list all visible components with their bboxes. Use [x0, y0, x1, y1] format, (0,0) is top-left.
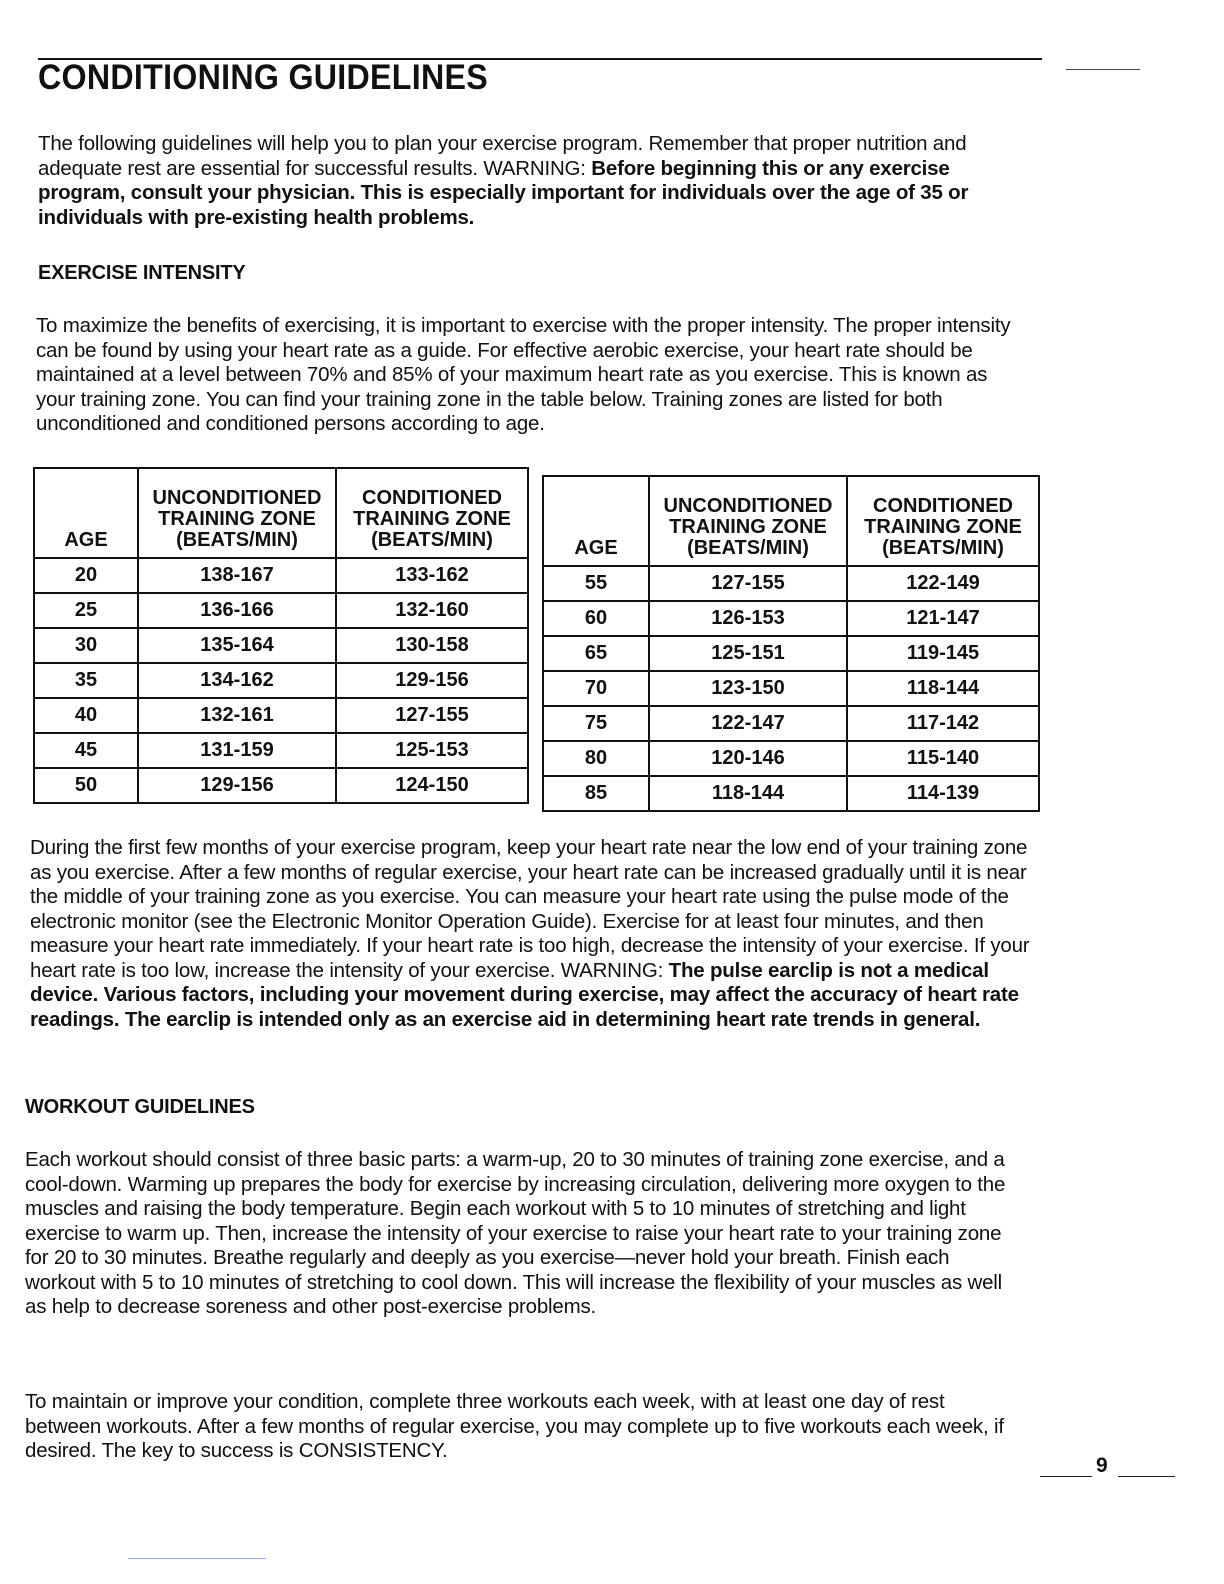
table-row: [34, 593, 528, 628]
age-cell: 80: [543, 741, 649, 776]
training-zone-table-left: [33, 467, 529, 804]
conditioned-zone-cell: 127-155: [336, 698, 528, 733]
unconditioned-zone-cell: 136-166: [138, 593, 336, 628]
table-row: [34, 698, 528, 733]
table-row: [34, 628, 528, 663]
conditioned-zone-cell: 115-140: [847, 741, 1039, 776]
intro-warning-text: Before beginning this or any exercise program, consult your physician. This is especially important for individuals over the age of 35 or individuals with pre-existing health problems.: [38, 156, 969, 229]
unconditioned-zone-cell: 135-164: [138, 628, 336, 663]
conditioned-zone-cell: 132-160: [336, 593, 528, 628]
header-rule-tail: [1066, 69, 1140, 70]
monitoring-paragraph: [30, 836, 1030, 1032]
unconditioned-zone-cell: 125-151: [649, 636, 847, 671]
age-cell: 70: [543, 671, 649, 706]
intro-text: The following guidelines will help you to plan your exercise program. Remember that proper nutrition and adequate rest are essential for successful results. WARNING:: [38, 132, 967, 180]
exercise-intensity-heading: EXERCISE INTENSITY: [38, 262, 246, 284]
page-number-rule-right: [1118, 1476, 1175, 1477]
intro-paragraph: [38, 132, 1028, 230]
page-number-rule-left: [1040, 1476, 1092, 1477]
conditioned-zone-cell: 129-156: [336, 663, 528, 698]
monitoring-text: During the first few months of your exercise program, keep your heart rate near the low end of your training zone as you exercise. After a few months of regular exercise, your heart rate can be increased gradually until it is near the middle of your training zone as you exercise. You can measure your heart rate using the pulse mode of the electronic monitor (see the Electronic Monitor Operation Guide). Exercise for at least four minutes, and then measure your heart rate immediately. If your heart rate is too high, decrease the intensity of your exercise. If your heart rate is too low, increase the intensity of your exercise. WARNING:: [30, 836, 1030, 982]
unconditioned-zone-cell: 129-156: [138, 768, 336, 803]
table-row: [34, 768, 528, 803]
table-row: [543, 636, 1039, 671]
table-row: [34, 663, 528, 698]
training-zone-table-right: [542, 475, 1040, 812]
conditioned-zone-cell: 114-139: [847, 776, 1039, 811]
workout-guidelines-heading: WORKOUT GUIDELINES: [25, 1096, 255, 1118]
table-header-row: [543, 476, 1039, 566]
age-cell: 60: [543, 601, 649, 636]
age-cell: 45: [34, 733, 138, 768]
conditioned-zone-cell: 130-158: [336, 628, 528, 663]
age-cell: 25: [34, 593, 138, 628]
page-number-label: 9: [1096, 1454, 1108, 1477]
conditioned-zone-cell: 119-145: [847, 636, 1039, 671]
conditioned-zone-cell: 117-142: [847, 706, 1039, 741]
scan-artifact-line: [128, 1558, 266, 1559]
conditioned-zone-cell: 118-144: [847, 671, 1039, 706]
age-cell: 75: [543, 706, 649, 741]
table-row: [34, 733, 528, 768]
page-number: [1040, 1452, 1175, 1478]
table-row: [543, 776, 1039, 811]
monitoring-warning-text: The pulse earclip is not a medical device. Various factors, including your movement during exercise, may affect the accuracy of heart rate readings. The earclip is intended only as an exercise aid in determining heart rate trends in general.: [30, 958, 1019, 1031]
unconditioned-zone-cell: 131-159: [138, 733, 336, 768]
table-header-row: [34, 468, 528, 558]
unconditioned-zone-cell: 134-162: [138, 663, 336, 698]
conditioned-zone-cell: 124-150: [336, 768, 528, 803]
table-row: [543, 671, 1039, 706]
unconditioned-zone-cell: 122-147: [649, 706, 847, 741]
age-cell: 50: [34, 768, 138, 803]
age-cell: 65: [543, 636, 649, 671]
unconditioned-zone-cell: 126-153: [649, 601, 847, 636]
conditioned-header: CONDITIONED TRAINING ZONE (BEATS/MIN): [336, 468, 528, 558]
table-row: [34, 558, 528, 593]
conditioned-zone-cell: 121-147: [847, 601, 1039, 636]
unconditioned-header: UNCONDITIONED TRAINING ZONE (BEATS/MIN): [138, 468, 336, 558]
age-header: AGE: [543, 476, 649, 566]
page-title: CONDITIONING GUIDELINES: [38, 58, 489, 97]
age-cell: 35: [34, 663, 138, 698]
workout-paragraph-1: Each workout should consist of three basic parts: a warm-up, 20 to 30 minutes of training zone exercise, and a cool-down. Warming up prepares the body for exercise by increasing circulation, delivering more oxygen to the muscles and raising the body temperature. Begin each workout with 5 to 10 minutes of stretching and light exercise to warm up. Then, increase the intensity of your exercise to raise your heart rate to your training zone for 20 to 30 minutes. Breathe regularly and deeply as you exercise—never hold your breath. Finish each workout with 5 to 10 minutes of stretching to cool down. This will increase the flexibility of your muscles as well as help to decrease soreness and other post-exercise problems.: [25, 1148, 1006, 1318]
table-row: [543, 741, 1039, 776]
age-cell: 85: [543, 776, 649, 811]
conditioned-zone-cell: 133-162: [336, 558, 528, 593]
conditioned-header: CONDITIONED TRAINING ZONE (BEATS/MIN): [847, 476, 1039, 566]
unconditioned-zone-cell: 132-161: [138, 698, 336, 733]
unconditioned-zone-cell: 120-146: [649, 741, 847, 776]
table-row: [543, 566, 1039, 601]
table-row: [543, 706, 1039, 741]
unconditioned-zone-cell: 127-155: [649, 566, 847, 601]
table-row: [543, 601, 1039, 636]
conditioned-zone-cell: 122-149: [847, 566, 1039, 601]
age-cell: 55: [543, 566, 649, 601]
age-cell: 20: [34, 558, 138, 593]
age-cell: 30: [34, 628, 138, 663]
age-header: AGE: [34, 468, 138, 558]
workout-paragraph-2: To maintain or improve your condition, complete three workouts each week, with at least one day of rest between workouts. After a few months of regular exercise, you may complete up to five workouts each week, if desired. The key to success is CONSISTENCY.: [25, 1390, 1004, 1462]
age-cell: 40: [34, 698, 138, 733]
unconditioned-header: UNCONDITIONED TRAINING ZONE (BEATS/MIN): [649, 476, 847, 566]
unconditioned-zone-cell: 138-167: [138, 558, 336, 593]
unconditioned-zone-cell: 123-150: [649, 671, 847, 706]
intensity-paragraph: To maximize the benefits of exercising, it is important to exercise with the proper intensity. The proper intensity can be found by using your heart rate as a guide. For effective aerobic exercise, your heart rate should be maintained at a level between 70% and 85% of your maximum heart rate as you exercise. This is known as your training zone. You can find your training zone in the table below. Training zones are listed for both unconditioned and conditioned persons according to age.: [36, 314, 1011, 435]
unconditioned-zone-cell: 118-144: [649, 776, 847, 811]
conditioned-zone-cell: 125-153: [336, 733, 528, 768]
